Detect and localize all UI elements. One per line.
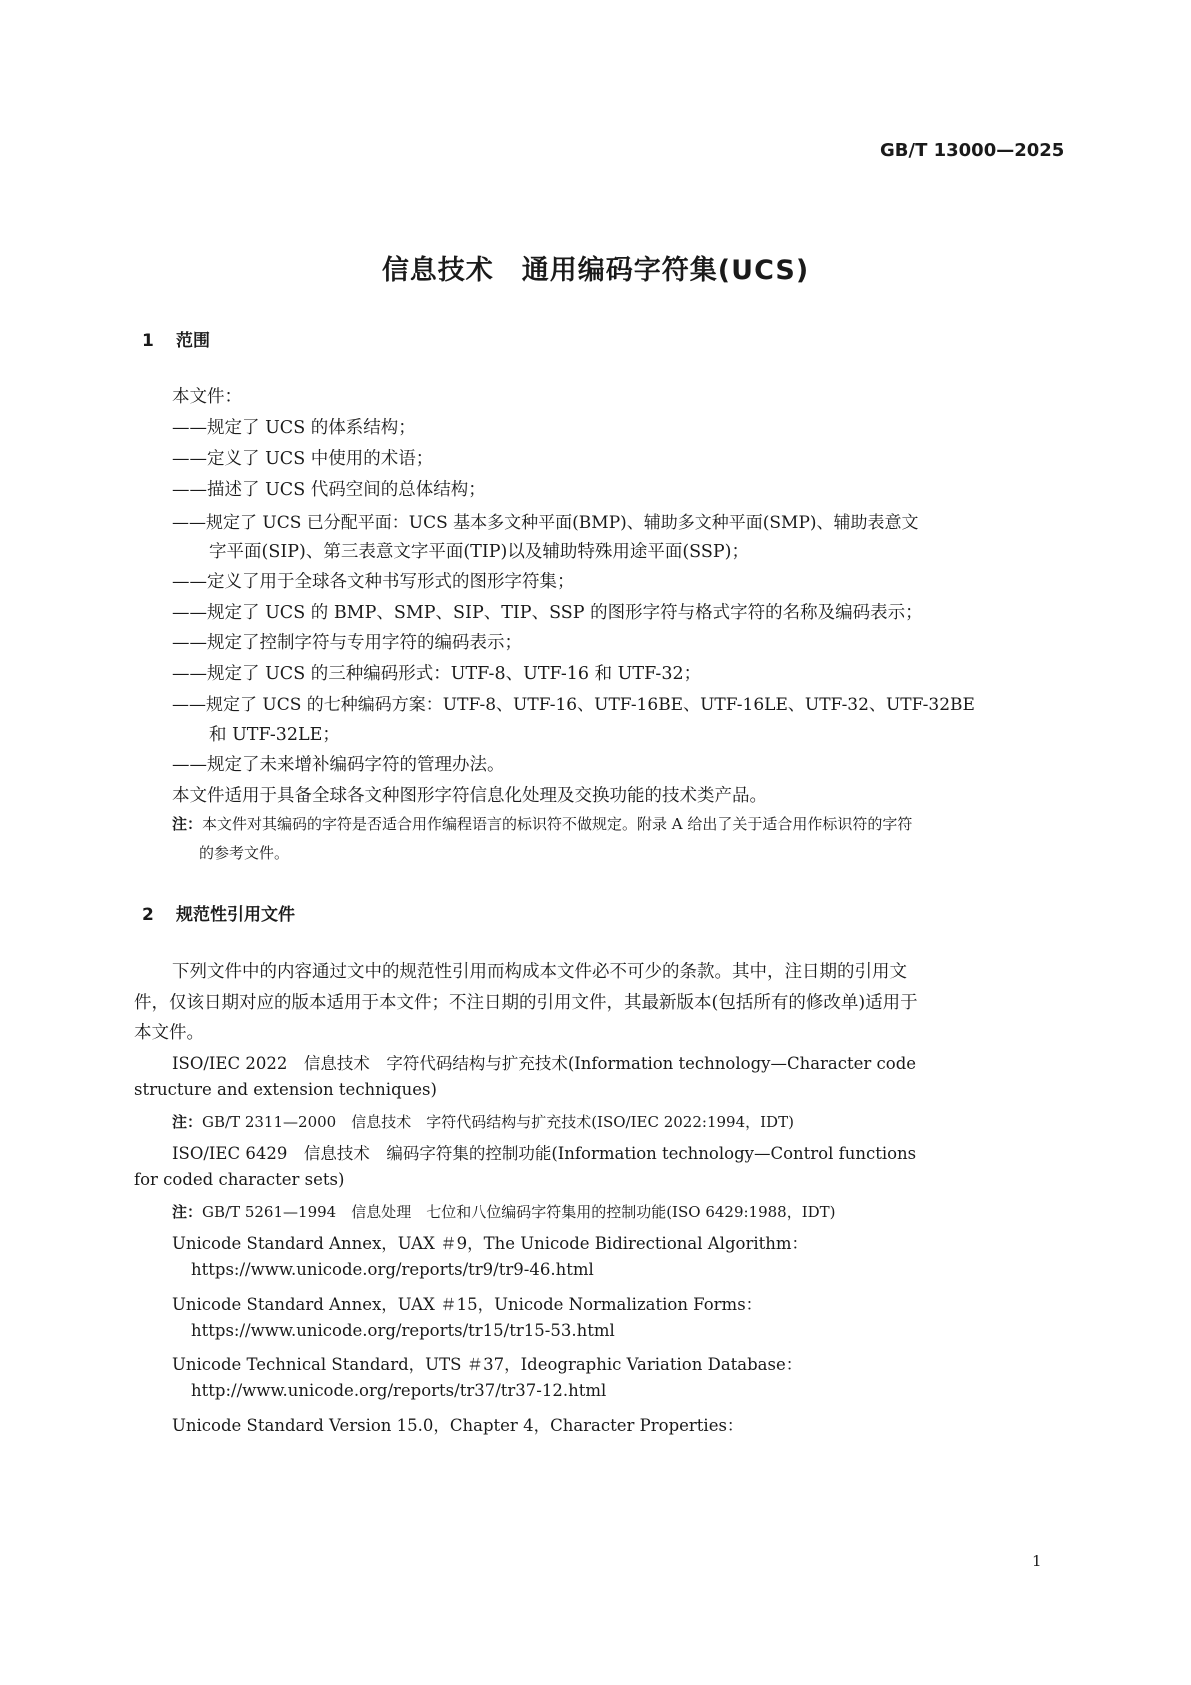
scope-item: ——规定了 UCS 的 BMP、SMP、SIP、TIP、SSP 的图形字符与格式字符的名称及编码表示； [172,603,923,623]
reference-url[interactable]: https://www.unicode.org/reports/tr9/tr9-46.html [191,1260,594,1279]
scope-item: ——规定了 UCS 的体系结构； [172,418,416,438]
section-heading-references [142,900,295,925]
page-number: 1 [1032,1552,1042,1570]
scope-item: ——定义了 UCS 中使用的术语； [172,449,434,469]
scope-item: ——规定了 UCS 的三种编码形式：UTF-8、UTF-16 和 UTF-32； [172,664,702,684]
section-title: 规范性引用文件 [176,905,295,925]
scope-item: ——规定了 UCS 已分配平面：UCS 基本多文种平面(BMP)、辅助多文种平面(SMP)、辅助表意文 [172,513,919,533]
reference-entry: Unicode Standard Annex，UAX ＃15，Unicode Normalization Forms： [172,1295,763,1314]
refs-intro-line: 件，仅该日期对应的版本适用于本文件；不注日期的引用文件，其最新版本(包括所有的修改单)适用于 [134,993,918,1013]
section-number: 2 [142,905,154,925]
scope-item: ——定义了用于全球各文种书写形式的图形字符集； [172,572,575,592]
scope-item: ——描述了 UCS 代码空间的总体结构； [172,480,486,500]
note-text: GB/T 2311—2000 信息技术 字符代码结构与扩充技术(ISO/IEC 2022:1994，IDT) [202,1113,794,1131]
reference-url[interactable]: https://www.unicode.org/reports/tr15/tr15-53.html [191,1321,615,1340]
reference-note [172,1201,836,1222]
scope-note-continuation: 的参考文件。 [199,844,290,862]
document-title: 信息技术 通用编码字符集(UCS) [381,255,810,286]
note-label: 注： [172,1113,203,1131]
reference-note [172,1111,794,1132]
note-label: 注： [172,815,203,833]
reference-entry: Unicode Standard Version 15.0，Chapter 4，Character Properties： [172,1416,744,1435]
note-text: GB/T 5261—1994 信息处理 七位和八位编码字符集用的控制功能(ISO 6429:1988，IDT) [202,1203,836,1221]
reference-entry: Unicode Technical Standard，UTS ＃37，Ideographic Variation Database： [172,1355,803,1374]
reference-entry: ISO/IEC 6429 信息技术 编码字符集的控制功能(Information technology—Control functions [172,1144,917,1163]
note-text: 本文件对其编码的字符是否适合用作编程语言的标识符不做规定。附录 A 给出了关于适合用作标识符的字符 [202,815,913,833]
scope-item: ——规定了 UCS 的七种编码方案：UTF-8、UTF-16、UTF-16BE、UTF-16LE、UTF-32、UTF-32BE [172,695,975,715]
reference-entry-continuation: for coded character sets) [134,1170,345,1189]
reference-entry-continuation: structure and extension techniques) [134,1080,437,1099]
scope-applicability: 本文件适用于具备全球各文种图形字符信息化处理及交换功能的技术类产品。 [172,786,767,806]
reference-entry: ISO/IEC 2022 信息技术 字符代码结构与扩充技术(Information technology—Character code [172,1054,917,1073]
section-heading-scope [142,326,210,351]
reference-entry: Unicode Standard Annex，UAX ＃9，The Unicode Bidirectional Algorithm： [172,1234,809,1253]
scope-intro: 本文件： [172,387,242,407]
reference-url[interactable]: http://www.unicode.org/reports/tr37/tr37-12.html [191,1381,607,1400]
section-number: 1 [142,331,154,351]
refs-intro-line: 本文件。 [134,1023,204,1043]
note-label: 注： [172,1203,203,1221]
section-title: 范围 [176,331,210,351]
refs-intro-line: 下列文件中的内容通过文中的规范性引用而构成本文件必不可少的条款。其中，注日期的引用文 [172,962,907,982]
standard-number: GB/T 13000—2025 [880,140,1065,161]
scope-item: ——规定了未来增补编码字符的管理办法。 [172,755,505,775]
scope-item-continuation: 字平面(SIP)、第三表意文字平面(TIP)以及辅助特殊用途平面(SSP)； [209,542,749,562]
scope-item: ——规定了控制字符与专用字符的编码表示； [172,633,522,653]
scope-item-continuation: 和 UTF-32LE； [209,725,340,745]
scope-note [172,813,912,834]
